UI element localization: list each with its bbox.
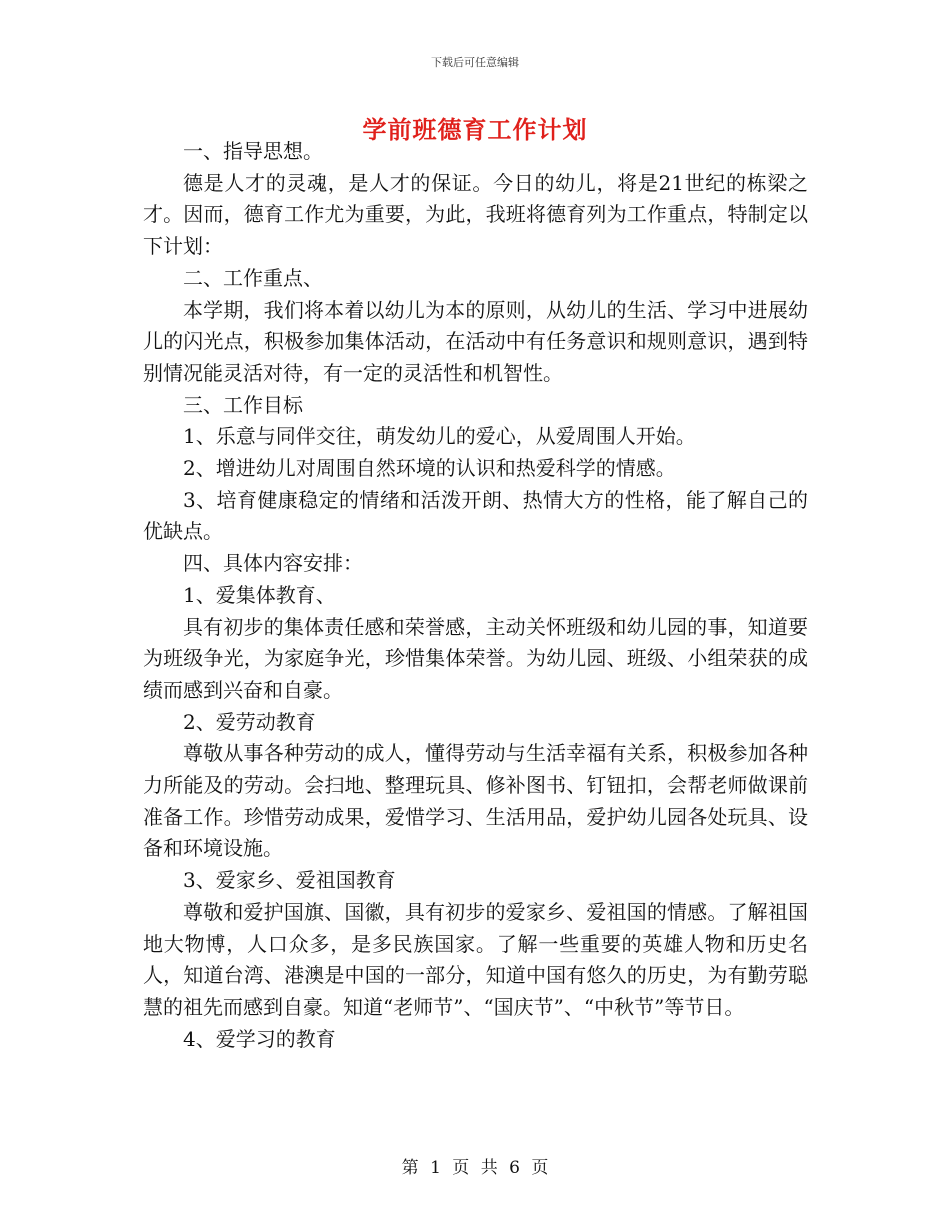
paragraph: 德是人才的灵魂，是人才的保证。今日的幼儿，将是21世纪的栋梁之才。因而，德育工作尤为重要，为此，我班将德育列为工作重点，特制定以下计划： (143, 170, 808, 259)
paragraph: 尊敬从事各种劳动的成人，懂得劳动与生活幸福有关系，积极参加各种力所能及的劳动。会扫地、整理玩具、修补图书、钉钮扣，会帮老师做课前准备工作。珍惜劳动成果，爱惜学习、生活用品，爱护幼儿园各处玩具、设备和环境设施。 (143, 741, 808, 861)
paragraph: 2、增进幼儿对周围自然环境的认识和热爱科学的情感。 (183, 456, 676, 481)
paragraph: 4、爱学习的教育 (183, 1026, 336, 1051)
header-note: 下载后可任意编辑 (431, 56, 519, 69)
paragraph: 三、工作目标 (183, 392, 303, 417)
paragraph: 1、爱集体教育、 (183, 582, 336, 607)
paragraph: 2、爱劳动教育 (183, 709, 316, 734)
page-number-footer: 第 1 页 共 6 页 (401, 1158, 549, 1178)
document-body (143, 136, 808, 1055)
paragraph: 四、具体内容安排： (183, 551, 363, 576)
paragraph: 1、乐意与同伴交往，萌发幼儿的爱心，从爱周围人开始。 (183, 424, 696, 449)
paragraph: 3、培育健康稳定的情绪和活泼开朗、热情大方的性格，能了解自己的优缺点。 (143, 487, 808, 544)
paragraph: 3、爱家乡、爱祖国教育 (183, 868, 396, 893)
paragraph: 本学期，我们将本着以幼儿为本的原则，从幼儿的生活、学习中进展幼儿的闪光点，积极参加集体活动，在活动中有任务意识和规则意识，遇到特别情况能灵活对待，有一定的灵活性和机智性。 (143, 297, 808, 385)
paragraph: 具有初步的集体责任感和荣誉感，主动关怀班级和幼儿园的事，知道要为班级争光，为家庭争光，珍惜集体荣誉。为幼儿园、班级、小组荣获的成绩而感到兴奋和自豪。 (143, 614, 808, 702)
document-title: 学前班德育工作计划 (362, 116, 588, 144)
paragraph: 尊敬和爱护国旗、国徽，具有初步的爱家乡、爱祖国的情感。了解祖国地大物博，人口众多，是多民族国家。了解一些重要的英雄人物和历史名人，知道台湾、港澳是中国的一部分，知道中国有悠久的历史，为有勤劳聪慧的祖先而感到自豪。知道“老师节”、“国庆节”、“中秋节”等节日。 (143, 899, 808, 1019)
paragraph: 一、指导思想。 (183, 139, 323, 163)
paragraph: 二、工作重点、 (183, 265, 323, 290)
